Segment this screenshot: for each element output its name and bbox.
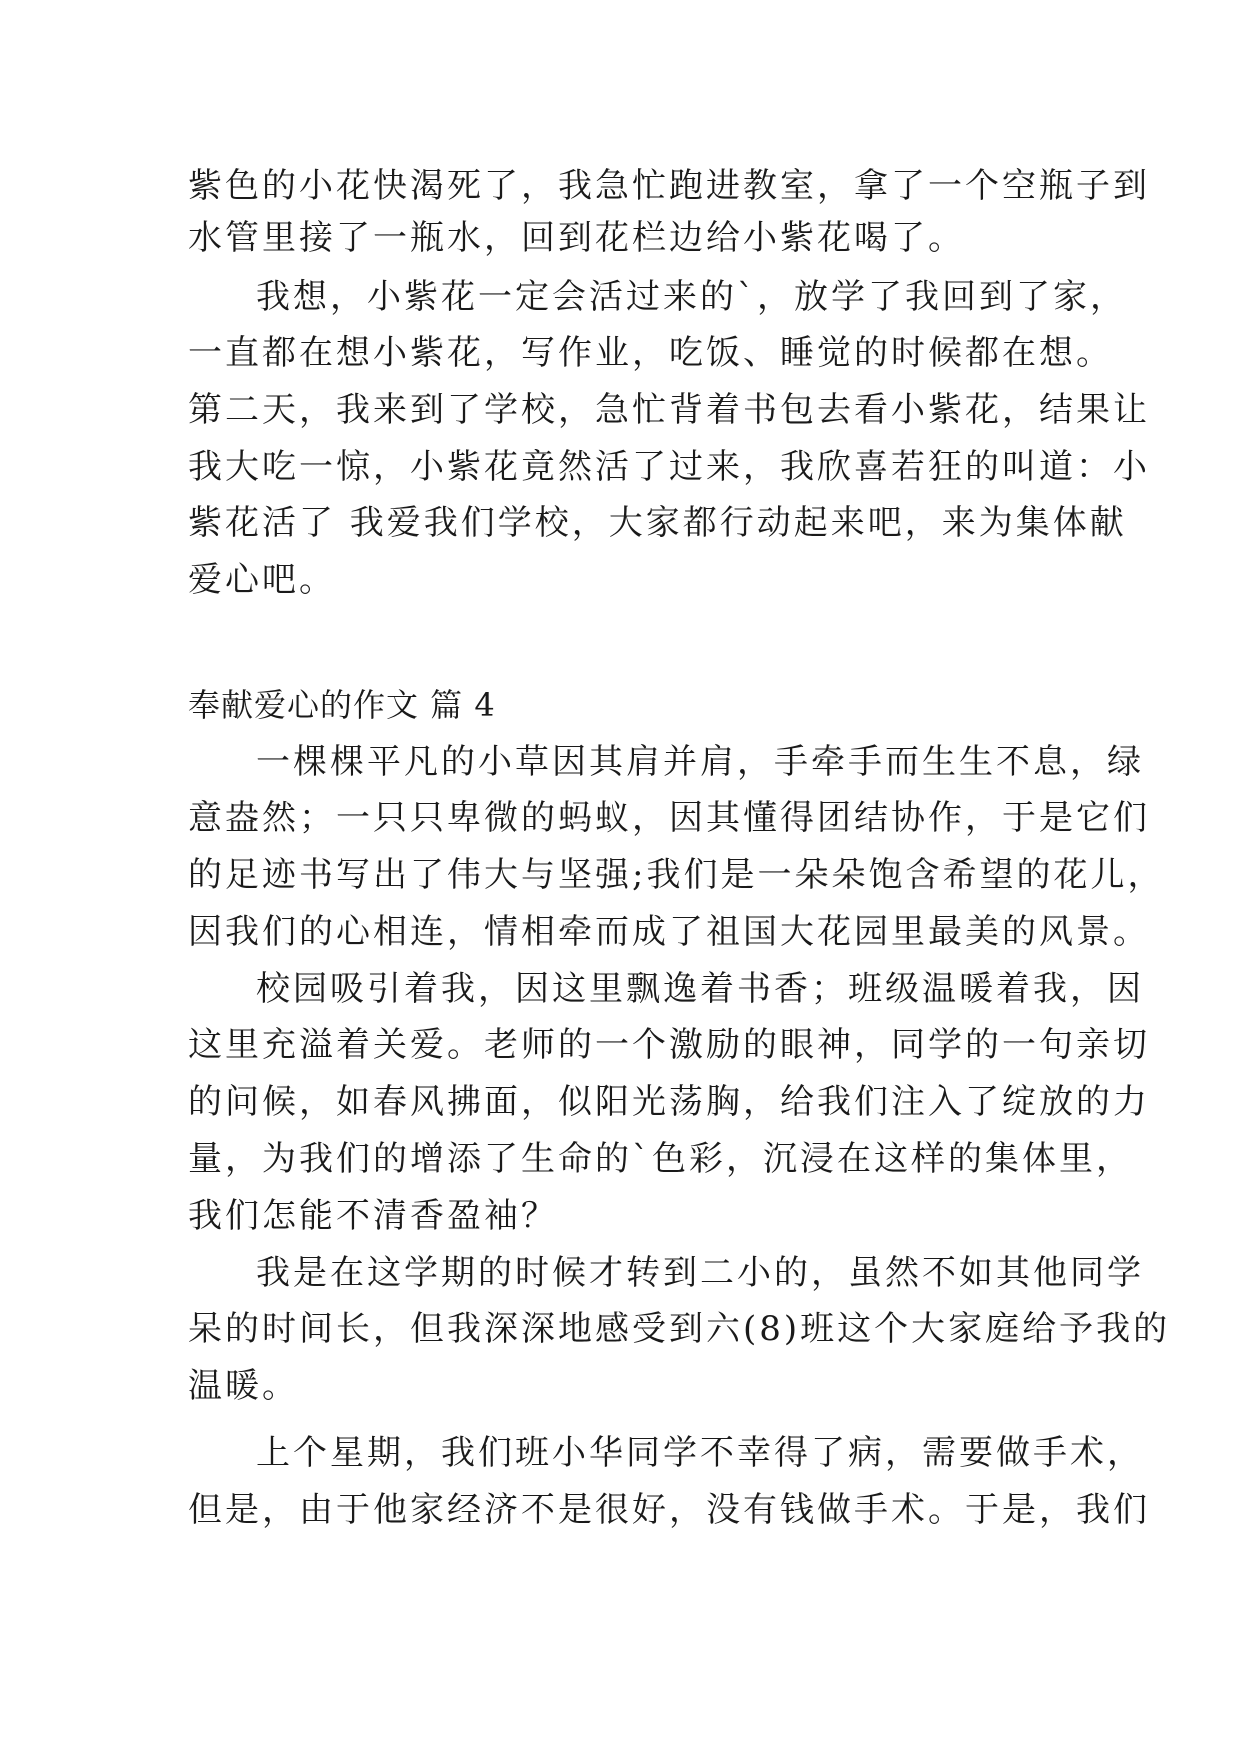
text-line: 的足迹书写出了伟大与坚强;我们是一朵朵饱含希望的花儿，	[188, 855, 1165, 895]
paragraph-start-line: 上个星期，我们班小华同学不幸得了病，需要做手术，	[256, 1433, 1144, 1473]
text-line: 量，为我们的增添了生命的`色彩，沉浸在这样的集体里，	[188, 1139, 1133, 1179]
paragraph-start-line: 一棵棵平凡的小草因其肩并肩，手牵手而生生不息，绿	[256, 742, 1144, 782]
text-line: 一直都在想小紫花，写作业，吃饭、睡觉的时候都在想。	[188, 333, 1113, 373]
text-line: 我们怎能不清香盈袖？	[188, 1196, 558, 1236]
paragraph-start-line: 我想，小紫花一定会活过来的`，放学了我回到了家，	[256, 277, 1127, 317]
text-line: 因我们的心相连，情相牵而成了祖国大花园里最美的风景。	[188, 912, 1150, 952]
text-line: 呆的时间长，但我深深地感受到六(8)班这个大家庭给予我的	[188, 1309, 1171, 1349]
paragraph-start-line: 我是在这学期的时候才转到二小的，虽然不如其他同学	[256, 1253, 1144, 1293]
text-line: 紫色的小花快渴死了，我急忙跑进教室，拿了一个空瓶子到	[188, 166, 1150, 206]
text-line: 这里充溢着关爱。老师的一个激励的眼神，同学的一句亲切	[188, 1025, 1150, 1065]
paragraph-start-line: 校园吸引着我，因这里飘逸着书香；班级温暖着我，因	[256, 969, 1144, 1009]
text-line: 第二天，我来到了学校，急忙背着书包去看小紫花，结果让	[188, 390, 1150, 430]
section-heading: 奉献爱心的作文 篇 4	[188, 686, 496, 724]
text-line: 水管里接了一瓶水，回到花栏边给小紫花喝了。	[188, 218, 965, 258]
text-line: 我大吃一惊，小紫花竟然活了过来，我欣喜若狂的叫道：小	[188, 447, 1150, 487]
text-line: 但是，由于他家经济不是很好，没有钱做手术。于是，我们	[188, 1490, 1150, 1530]
text-line: 温暖。	[188, 1366, 299, 1406]
text-line: 的问候，如春风拂面，似阳光荡胸，给我们注入了绽放的力	[188, 1082, 1150, 1122]
text-line: 意盎然；一只只卑微的蚂蚁，因其懂得团结协作，于是它们	[188, 798, 1150, 838]
text-line: 紫花活了 我爱我们学校，大家都行动起来吧，来为集体献	[188, 503, 1127, 543]
text-line: 爱心吧。	[188, 560, 336, 600]
